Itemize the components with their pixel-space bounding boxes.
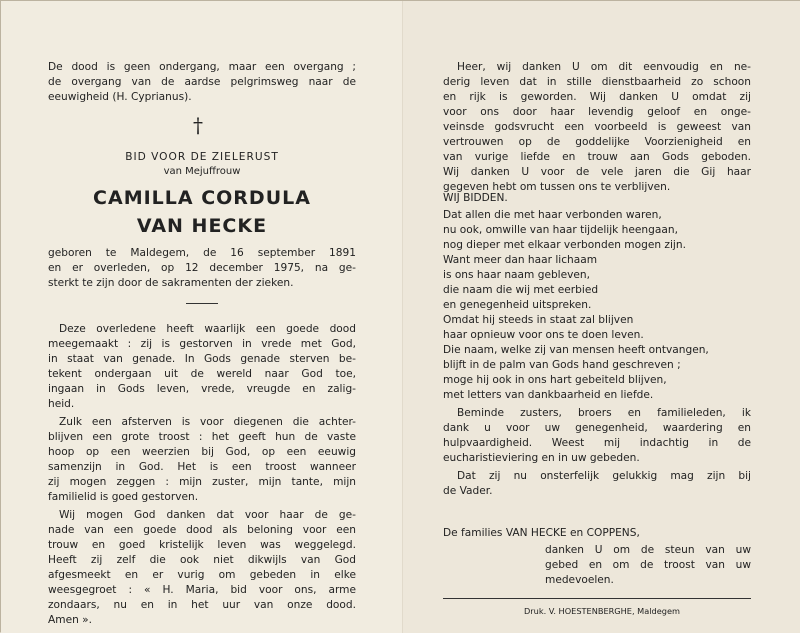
paragraph-line: hulpvaardigheid. Weest mij indachtig in de <box>443 437 751 449</box>
paragraph-line: weesgegroet : « H. Maria, bid voor ons, arme <box>48 584 356 596</box>
quote-line: de overgang van de aardse pelgrimsweg naar de <box>48 76 356 88</box>
paragraph-line: Amen ». <box>48 614 93 626</box>
paragraph-line: dank u voor uw genegenheid, waardering en <box>443 422 751 434</box>
verse-line: Die naam, welke zij van mensen heeft ontvangen, <box>443 344 709 356</box>
paragraph-line: Zulk een afsterven is voor diegenen die achter- <box>59 416 356 428</box>
of-miss: van Mejuffrouw <box>163 166 241 177</box>
paragraph-line: familielid is goed gestorven. <box>48 491 199 503</box>
verse-line: die naam die wij met eerbied <box>443 284 599 296</box>
paragraph-line: vertrouwen op de goddelijke Voorzienigheid en <box>443 136 751 148</box>
deceased-name-line1: CAMILLA CORDULA <box>93 187 311 209</box>
verse-line: met letters van dankbaarheid en liefde. <box>443 389 654 401</box>
divider <box>186 303 218 304</box>
we-pray-heading: WIJ BIDDEN. <box>443 192 508 204</box>
verse-line: blijft in de palm van Gods hand geschreven ; <box>443 359 681 371</box>
paragraph-line: afgesmeekt en er vurig om gebeden in elke <box>48 569 356 581</box>
birth-line: sterkt te zijn door de sakramenten der zieken. <box>48 277 294 289</box>
paragraph-line: ingaan in Gods leven, vrede, vreugde en zalig- <box>48 383 356 395</box>
paragraph-line: Wij mogen God danken dat voor haar de ge- <box>59 509 356 521</box>
paragraph-line: trouw en goed kristelijk leven was weggelegd. <box>48 539 356 551</box>
paragraph-line: hoop op een weerzien bij God, op een eeuwig <box>48 446 356 458</box>
paragraph-line: zondaars, nu en in het uur van onze dood. <box>48 599 356 611</box>
families-line: De families VAN HECKE en COPPENS, <box>443 527 640 539</box>
paragraph-line: eucharistieviering en in uw gebeden. <box>443 452 640 464</box>
paragraph-line: derig leven dat in stille dienstbaarheid zo schoon <box>443 76 751 88</box>
paragraph-line: nade van een goede dood als beloning voor een <box>48 524 356 536</box>
paragraph-line: blijven een grote troost : het geeft hun de vaste <box>48 431 356 443</box>
families-thanks-line: danken U om de steun van uw <box>545 544 751 556</box>
verse-line: en genegenheid uitspreken. <box>443 299 592 311</box>
paragraph-line: gegeven hebt om tussen ons te verblijven. <box>443 181 671 193</box>
verse-line: haar opnieuw voor ons te doen leven. <box>443 329 644 341</box>
prayer-title: BID VOOR DE ZIELERUST <box>125 151 279 163</box>
paragraph-line: van vurige liefde en trouw aan Gods geboden. <box>443 151 751 163</box>
left-page <box>1 1 403 633</box>
families-thanks-line: gebed en om de troost van uw <box>545 559 751 571</box>
verse-line: Dat allen die met haar verbonden waren, <box>443 209 662 221</box>
paragraph-line: en rijk is geworden. Wij danken U omdat zij <box>443 91 751 103</box>
paragraph-line: Wij danken U voor de vele jaren die Gij haar <box>443 166 751 178</box>
verse-line: nog dieper met elkaar verbonden mogen zijn. <box>443 239 686 251</box>
paragraph-line: tekent ondergaan uit de wereld naar God toe, <box>48 368 356 380</box>
quote-line: De dood is geen ondergang, maar een overgang ; <box>48 61 356 73</box>
paragraph-line: Heer, wij danken U om dit eenvoudig en ne- <box>457 61 751 73</box>
paragraph-line: in staat van genade. In Gods genade sterven be- <box>48 353 356 365</box>
printer-credit: Druk. V. HOESTENBERGHE, Maldegem <box>524 606 680 616</box>
paragraph-line: heid. <box>48 398 75 410</box>
families-thanks-line: medevoelen. <box>545 574 614 586</box>
verse-line: Omdat hij steeds in staat zal blijven <box>443 314 634 326</box>
verse-line: nu ook, omwille van haar tijdelijk heengaan, <box>443 224 678 236</box>
birth-line: geboren te Maldegem, de 16 september 1891 <box>48 247 356 259</box>
deceased-name-line2: VAN HECKE <box>136 215 268 237</box>
paragraph-line: samenzijn in God. Het is een troost wanneer <box>48 461 356 473</box>
paragraph-line: Heeft zij zelf die ook niet dikwijls van God <box>48 554 356 566</box>
paragraph-line: Dat zij nu onsterfelijk gelukkig mag zijn bij <box>457 470 751 482</box>
paragraph-line: zij mogen zeggen : mijn zuster, mijn tante, mijn <box>48 476 356 488</box>
paragraph-line: de Vader. <box>443 485 493 497</box>
verse-line: is ons haar naam gebleven, <box>443 269 591 281</box>
paragraph-line: meegemaakt : zij is gestorven in vrede met God, <box>48 338 356 350</box>
cross-icon: † <box>193 113 203 137</box>
paragraph-line: Beminde zusters, broers en familieleden, ik <box>457 407 751 419</box>
paragraph-line: Deze overledene heeft waarlijk een goede dood <box>59 323 356 335</box>
quote-line: eeuwigheid (H. Cyprianus). <box>48 91 192 103</box>
right-page <box>403 1 800 633</box>
verse-line: moge hij ook in ons hart gebeiteld blijven, <box>443 374 667 386</box>
paragraph-line: voor ons door haar levendig geloof en onge- <box>443 106 751 118</box>
printer-divider <box>443 598 751 599</box>
verse-line: Want meer dan haar lichaam <box>443 254 598 266</box>
paragraph-line: veinsde godsvrucht een voorbeeld is geweest van <box>443 121 751 133</box>
birth-line: en er overleden, op 12 december 1975, na ge- <box>48 262 356 274</box>
